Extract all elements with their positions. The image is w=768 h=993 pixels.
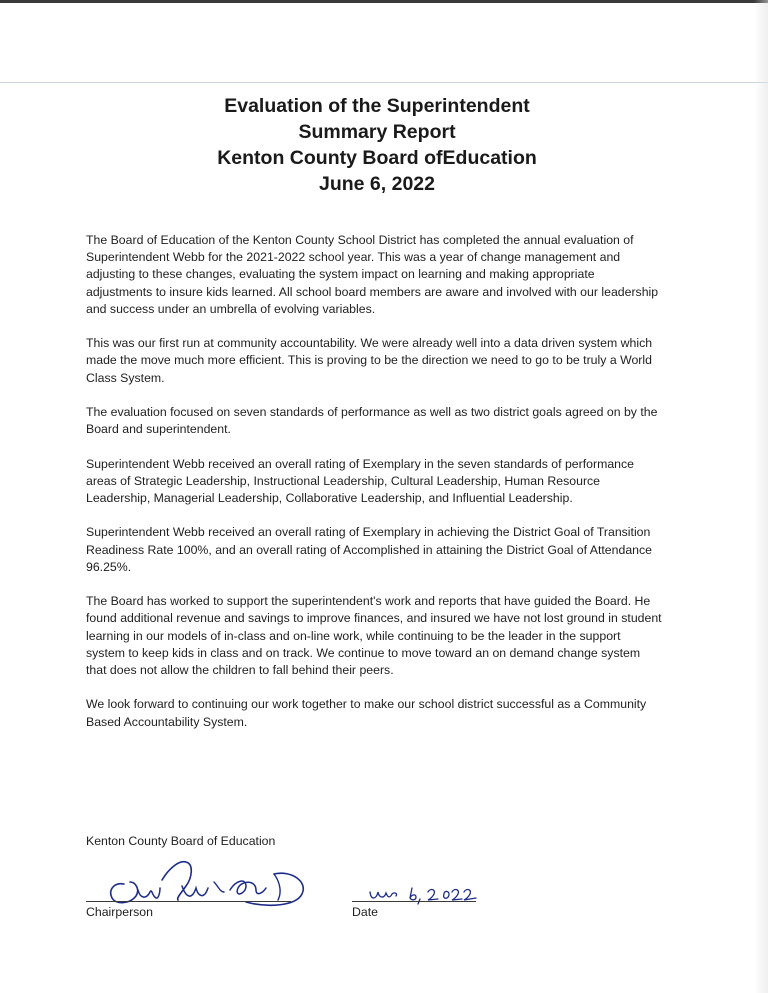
title-line-4: June 6, 2022	[319, 173, 435, 195]
handwritten-date	[368, 884, 478, 906]
title-line-1: Evaluation of the Superintendent	[224, 95, 530, 117]
chairperson-signature	[96, 852, 311, 908]
document-body	[86, 232, 662, 748]
organization-name: Kenton County Board of Education	[86, 834, 276, 848]
paragraph-goals-rating: Superintendent Webb received an overall rating of Exemplary in achieving the District Goal of Transition Readiness Rate 100%, and an overall rating of Accomplished in attaining the District Goal of Attendance 96.25%.	[86, 525, 652, 574]
paragraph-closing: We look forward to continuing our work together to make our school district successful as a Community Based Accountability System.	[86, 697, 647, 729]
chairperson-label: Chairperson	[86, 905, 153, 919]
document-title	[0, 93, 754, 197]
scan-right-edge	[754, 0, 768, 993]
title-line-2: Summary Report	[298, 121, 456, 143]
date-label: Date	[352, 905, 378, 919]
paragraph-standards: The evaluation focused on seven standards of performance as well as two district goals agreed on by the Board and superintendent.	[86, 405, 658, 437]
paragraph-leadership-rating: Superintendent Webb received an overall rating of Exemplary in the seven standards of performance areas of Strategic Leadership, Instructional Leadership, Cultural Leadership, Human Resource Leadership, Managerial Leadership, Collaborative Leadership, and Influential Leadership.	[86, 456, 634, 505]
title-line-3: Kenton County Board ofEducation	[217, 147, 537, 169]
paragraph-board-support: The Board has worked to support the superintendent's work and reports that have guided the Board. He found additional revenue and savings to improve finances, and insured we have not lost ground in student learning in our models of in-class and on-line work, while continuing to be the leader in the support system to keep kids in class and on track. We continue to move toward an on demand change system that does not allow the children to fall behind their peers.	[86, 594, 662, 677]
scan-artifact-line	[0, 82, 768, 83]
chairperson-signature-line	[86, 901, 291, 902]
paragraph-completion: The Board of Education of the Kenton County School District has completed the annual evaluation of Superintendent Webb for the 2021-2022 school year. This was a year of change management and adjusting to these changes, evaluating the system impact on learning and making appropriate adjustments to insure kids learned. All school board members are aware and involved with our leadership and success under an umbrella of evolving variables.	[86, 233, 659, 316]
paragraph-accountability: This was our first run at community accountability. We were already well into a data driven system which made the move much more efficient. This is proving to be the direction we need to go to be truly a World Class System.	[86, 336, 653, 385]
date-signature-line	[352, 901, 476, 902]
scan-top-edge	[0, 0, 768, 3]
